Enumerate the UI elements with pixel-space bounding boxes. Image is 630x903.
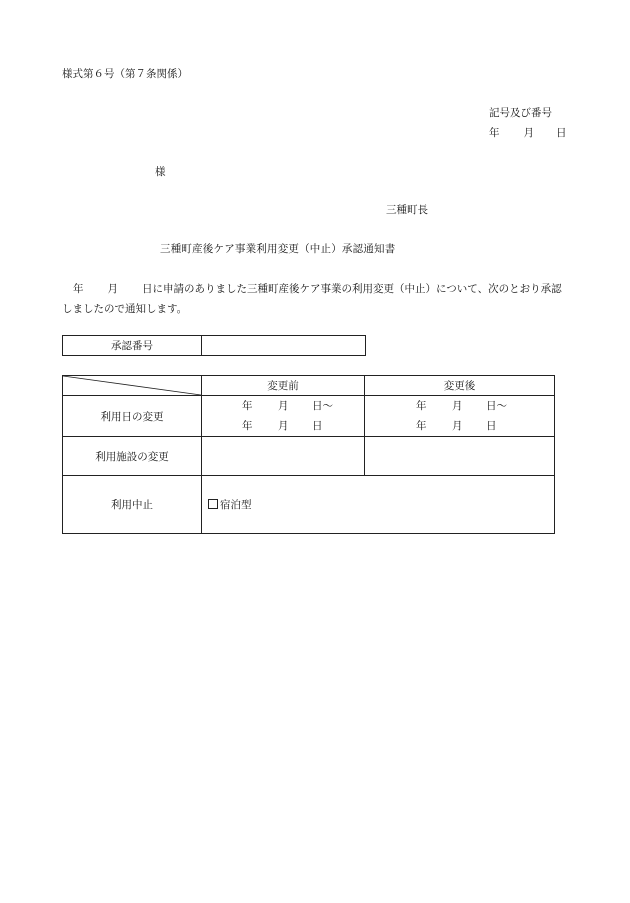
- approval-number-label: 承認番号: [63, 336, 202, 356]
- form-number: 様式第６号（第７条関係）: [62, 68, 188, 80]
- row-label-facility-change: 利用施設の変更: [63, 437, 202, 476]
- issuer-name: 三種町長: [386, 204, 428, 216]
- body-month: 月: [107, 283, 118, 295]
- change-details-table: [62, 375, 555, 534]
- row-label-cancellation: 利用中止: [63, 476, 202, 534]
- body-year: 年: [73, 283, 84, 295]
- issue-date: [489, 125, 567, 140]
- diagonal-line-icon: [63, 376, 201, 395]
- facility-after-cell: [365, 437, 555, 476]
- date-before-cell: [202, 396, 365, 437]
- header-corner-cell: [63, 376, 202, 396]
- issue-date-month: 月: [523, 127, 534, 139]
- body-text: 日に申請のありました三種町産後ケア事業の利用変更（中止）について、次のとおり承認しましたので通知します。: [62, 283, 562, 315]
- issue-date-year: 年: [489, 127, 500, 139]
- approval-number-value: [202, 336, 366, 356]
- reference-number-label: 記号及び番号: [489, 107, 552, 119]
- date-after-cell: [365, 396, 555, 437]
- approval-number-table: [62, 335, 366, 356]
- cancellation-cell: [202, 476, 555, 534]
- date-before-from: 年 月 日～: [242, 400, 333, 412]
- date-before-to: 年 月 日: [242, 420, 323, 432]
- document-title: 三種町産後ケア事業利用変更（中止）承認通知書: [160, 243, 396, 255]
- date-after-from: 年 月 日～: [416, 400, 507, 412]
- column-before: 変更前: [202, 376, 365, 396]
- issue-date-day: 日: [556, 127, 567, 139]
- column-after: 変更後: [365, 376, 555, 396]
- lodging-type-label: 宿泊型: [220, 499, 252, 511]
- addressee: 様: [155, 166, 166, 178]
- checkbox-icon[interactable]: [208, 499, 218, 509]
- date-after-to: 年 月 日: [416, 420, 497, 432]
- row-label-date-change: 利用日の変更: [63, 396, 202, 437]
- facility-before-cell: [202, 437, 365, 476]
- body-paragraph: [62, 279, 567, 319]
